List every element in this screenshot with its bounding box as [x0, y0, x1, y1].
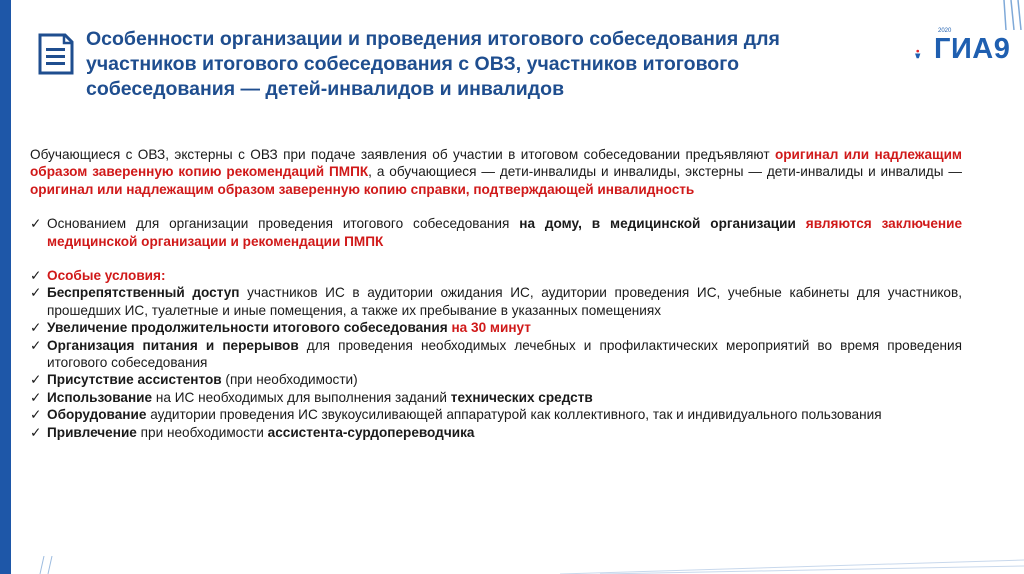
checkmark-icon: ✓	[30, 337, 42, 353]
condition-bold: Привлечение	[47, 424, 137, 440]
condition-bold-2: ассистента-сурдопереводчика	[267, 424, 475, 440]
condition-bold: Оборудование	[47, 407, 147, 423]
main-content	[30, 146, 962, 441]
intro-paragraph	[30, 146, 962, 198]
conditions-heading-text: Особые условия:	[47, 268, 166, 284]
intro-highlight-1: оригинал или надлежащим образом заверенную копию рекомендаций ПМПК	[30, 147, 962, 180]
condition-item	[30, 371, 962, 388]
condition-text: на ИС необходимых для выполнения заданий	[152, 389, 451, 405]
document-icon	[37, 33, 75, 75]
checkmark-icon: ✓	[30, 424, 42, 440]
checkmark-icon: ✓	[30, 285, 42, 301]
checkmark-icon: ✓	[30, 320, 42, 336]
checkmark-icon: ✓	[30, 372, 42, 388]
condition-text: при необходимости	[136, 424, 268, 440]
condition-item	[30, 284, 962, 319]
basis-text: Основанием для организации проведения итогового собеседования	[47, 216, 520, 232]
condition-bold: Организация питания и перерывов	[47, 337, 299, 353]
condition-text: для проведения необходимых лечебных и профилактических мероприятий во время проведения итогового собеседования	[47, 337, 962, 371]
condition-bold: Беспрепятственный доступ	[47, 285, 240, 301]
intro-text-2: , а обучающиеся — дети-инвалиды и инвалиды, экстерны — дети-инвалиды и инвалиды —	[368, 164, 962, 180]
condition-item	[30, 406, 962, 423]
condition-item	[30, 389, 962, 406]
conditions-heading	[30, 267, 962, 284]
decorative-bottom-lines	[0, 556, 1024, 574]
condition-bold: Присутствие ассистентов	[47, 372, 222, 388]
condition-bold: Увеличение продолжительности итогового собеседования	[47, 320, 448, 336]
page-title: Особенности организации и проведения итогового собеседования для участников итогового собеседования с ОВЗ, участников итогового собеседования — детей-инвалидов и инвалидов	[86, 28, 780, 100]
basis-highlight: являются заключение медицинской организации и рекомендации ПМПК	[47, 216, 963, 249]
condition-bold-2: технических средств	[450, 389, 593, 405]
intro-text-1: Обучающиеся с ОВЗ, экстерны с ОВЗ при подаче заявления об участии в итоговом собеседовании предъявляют	[30, 147, 775, 162]
condition-item	[30, 319, 962, 336]
condition-item	[30, 424, 962, 441]
condition-bold: Использование	[47, 389, 153, 405]
condition-text: участников ИС в аудитории ожидания ИС, аудитории проведения ИС, учебные кабинеты для участников, прошедших ИС, туалетные и иные помещения, а также их пребывание в указанных помещениях	[47, 285, 962, 318]
decorative-corner-lines	[954, 0, 1024, 30]
basis-bold: на дому, в медицинской организации	[519, 216, 796, 232]
basis-item	[30, 215, 962, 250]
checkmark-icon: ✓	[30, 389, 42, 405]
condition-text: аудитории проведения ИС звукоусиливающей аппаратурой как коллективного, так и индивидуального пользования	[146, 407, 882, 423]
intro-highlight-2: оригинал или надлежащим образом заверенную копию справки, подтверждающей инвалидность	[30, 181, 695, 197]
condition-item	[30, 337, 962, 372]
condition-text: (при необходимости)	[221, 372, 358, 388]
checkmark-icon: ✓	[30, 268, 42, 284]
left-accent-bar	[0, 0, 11, 574]
logo-year: 2020	[938, 28, 952, 34]
checkmark-icon: ✓	[30, 216, 42, 232]
condition-highlight: на 30 минут	[451, 320, 531, 336]
logo-text: ГИА9	[934, 33, 1011, 65]
checkmark-icon: ✓	[30, 407, 42, 423]
